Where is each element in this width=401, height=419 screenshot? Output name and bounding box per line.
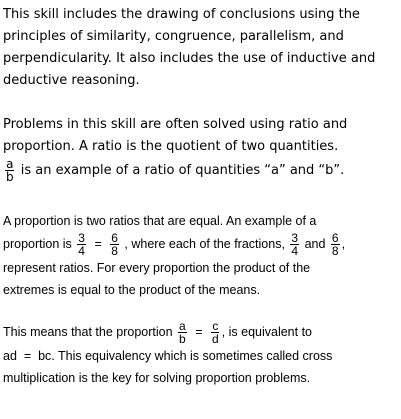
fraction-denominator: b — [179, 332, 186, 346]
fraction-denominator: 8 — [111, 244, 118, 258]
fraction-numerator: c — [212, 319, 219, 333]
proportion-prefix: proportion is — [3, 236, 76, 251]
fraction-numerator: a — [179, 319, 186, 333]
cross-multiplication-paragraph — [3, 320, 399, 389]
ratio-line-1: Problems in this skill are often solved using ratio and — [3, 117, 348, 132]
intro-line-2: principles of similarity, congruence, parallelism, and — [3, 29, 344, 44]
ratio-example-text: is an example of a ratio of quantities “a” and “b”. — [16, 163, 345, 178]
equals-sign: = — [94, 236, 102, 251]
fraction-denominator: b — [6, 170, 14, 184]
fraction-numerator: 3 — [291, 231, 299, 245]
proportion-line-2 — [3, 232, 399, 257]
fraction-denominator: 4 — [291, 244, 299, 258]
cross-line-3: multiplication is the key for solving proportion problems. — [3, 371, 311, 385]
fraction-3-over-4-second — [290, 232, 299, 257]
ratio-paragraph — [3, 114, 399, 183]
fraction-c-over-d — [211, 320, 220, 345]
proportion-line-1: A proportion is two ratios that are equal. An example of a — [3, 214, 317, 228]
fraction-6-over-8 — [110, 232, 119, 257]
proportion-line-3: represent ratios. For every proportion the product of the — [3, 261, 311, 275]
fraction-numerator: 3 — [78, 231, 85, 245]
fraction-3-over-4 — [77, 232, 86, 257]
trailing-comma: , — [341, 236, 346, 251]
fraction-denominator: d — [211, 332, 219, 346]
fraction-numerator: 6 — [331, 231, 339, 245]
ratio-example-line — [3, 158, 399, 183]
equals-sign: = — [195, 324, 203, 339]
and-text: and — [304, 236, 329, 251]
fraction-6-over-8-second — [331, 232, 340, 257]
cross-line-2: ad = bc. This equivalency which is sometimes called cross — [3, 349, 333, 363]
proportion-middle-text: , where each of the fractions, — [124, 236, 289, 251]
proportion-line-4: extremes is equal to the product of the means. — [3, 283, 261, 297]
fraction-numerator: 6 — [111, 231, 118, 245]
cross-prefix: This means that the proportion — [3, 324, 177, 339]
intro-paragraph — [3, 4, 399, 92]
fraction-numerator: a — [6, 157, 14, 171]
fraction-denominator: 4 — [78, 244, 85, 258]
proportion-paragraph — [3, 210, 399, 301]
fraction-denominator: 8 — [331, 244, 339, 258]
fraction-a-over-b — [5, 158, 15, 183]
ratio-line-2: proportion. A ratio is the quotient of two quantities. — [3, 139, 339, 154]
cross-line-1 — [3, 320, 399, 345]
fraction-a-over-b — [178, 320, 187, 345]
intro-line-4: deductive reasoning. — [3, 73, 140, 88]
intro-line-3: perpendicularity. It also includes the use of inductive and — [3, 51, 376, 66]
intro-line-1: This skill includes the drawing of conclusions using the — [3, 7, 360, 22]
cross-suffix: , is equivalent to — [221, 324, 313, 339]
